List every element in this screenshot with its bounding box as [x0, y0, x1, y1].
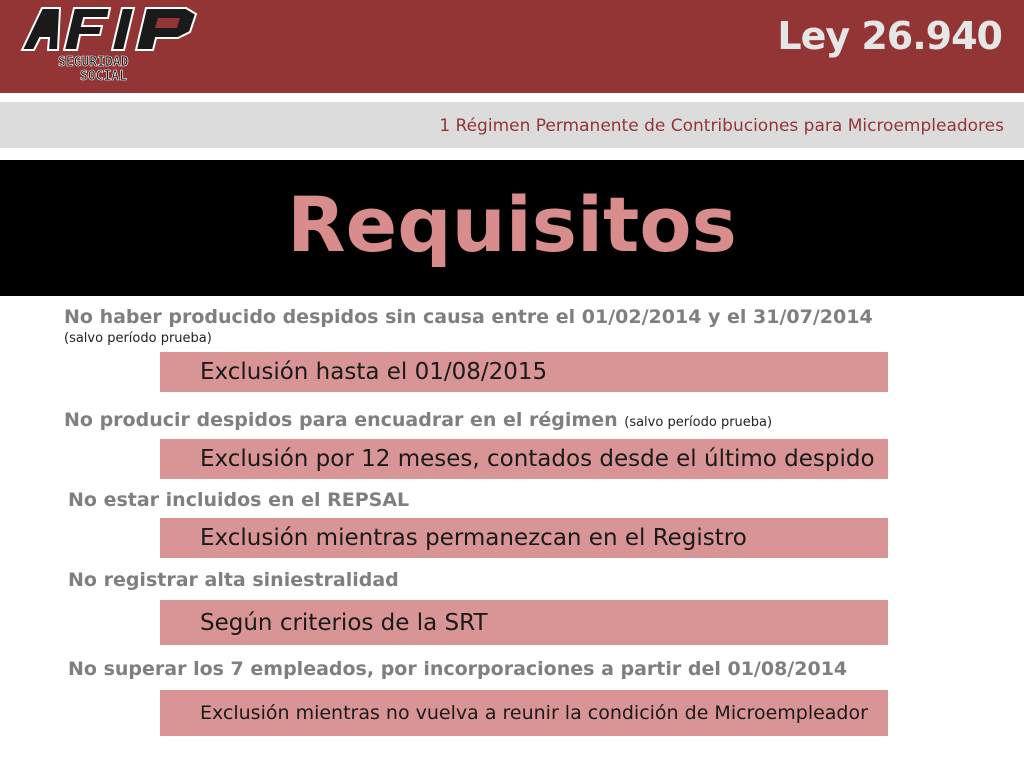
requirement-5-consequence: Exclusión mientras no vuelva a reunir la condición de Microempleador [160, 690, 888, 736]
requirement-4-label: No registrar alta siniestralidad [68, 569, 399, 591]
law-number: Ley 26.940 [777, 14, 1002, 58]
requirement-5-label: No superar los 7 empleados, por incorporaciones a partir del 01/08/2014 [68, 658, 848, 680]
header-bar [0, 0, 1024, 93]
requirement-2-note: (salvo período prueba) [624, 415, 773, 430]
requirement-3-label: No estar incluidos en el REPSAL [68, 489, 410, 511]
requirement-1-note: (salvo período prueba) [64, 331, 212, 346]
requirement-2-consequence: Exclusión por 12 meses, contados desde el último despido [160, 439, 888, 479]
requirement-1-consequence: Exclusión hasta el 01/08/2015 [160, 352, 888, 392]
page-title: Requisitos [287, 180, 737, 269]
subtitle-bar [0, 102, 1024, 148]
requirement-2-row [64, 409, 772, 431]
subtitle: 1 Régimen Permanente de Contribuciones para Microempleadores [439, 116, 1004, 136]
title-bar [0, 160, 1024, 296]
svg-text:SEGURIDAD: SEGURIDAD [58, 55, 129, 70]
afip-logo [18, 4, 208, 82]
requirement-3-consequence: Exclusión mientras permanezcan en el Registro [160, 518, 888, 558]
requirement-4-consequence: Según criterios de la SRT [160, 600, 888, 645]
requirement-1-label: No haber producido despidos sin causa entre el 01/02/2014 y el 31/07/2014 [64, 306, 873, 328]
svg-text:SOCIAL: SOCIAL [80, 69, 127, 82]
requirement-2-label: No producir despidos para encuadrar en el régimen [64, 409, 618, 431]
